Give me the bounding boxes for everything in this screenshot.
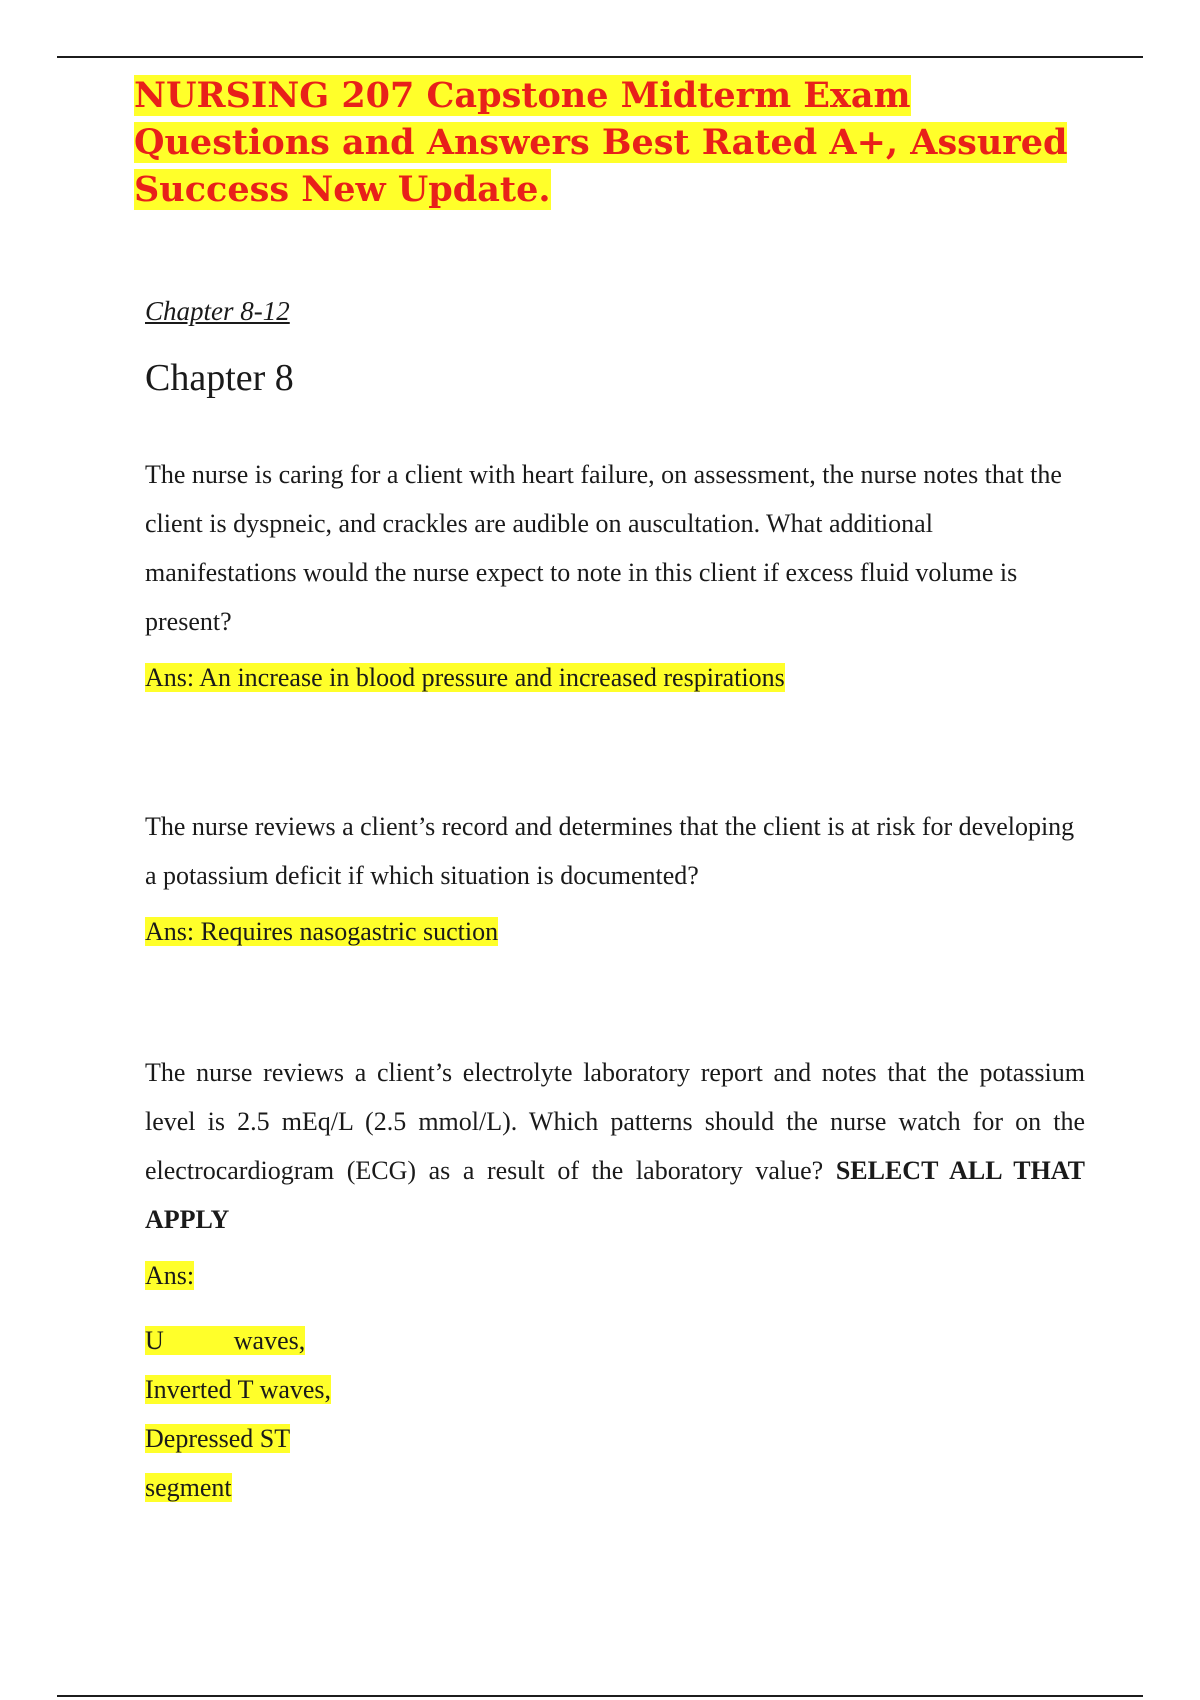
option-highlight: Depressed ST [145,1424,291,1453]
answer-text [145,1256,1085,1296]
document-title [134,72,1094,213]
title-highlight: NURSING 207 Capstone Midterm Exam Questions and Answers Best Rated A+, Assured Success New Update. [134,75,1068,210]
question-block-1 [145,450,1085,698]
document-body [145,290,1085,1512]
answer-option [145,1365,1085,1414]
option-highlight: segment [145,1473,232,1502]
answer-option [145,1463,1085,1512]
bottom-rule [57,1695,1143,1697]
answer-option [145,1316,1085,1365]
question-block-2 [145,802,1085,952]
top-rule [57,56,1143,58]
select-all-emphasis: SELECT ALL THAT APPLY [145,1156,1086,1234]
question-text: The nurse is caring for a client with heart failure, on assessment, the nurse notes that the client is dyspneic, and crackles are audible on auscultation. What additional manifestations would the nurse expect to note in this client if excess fluid volume is present? [145,460,1062,636]
chapter-heading: Chapter 8 [145,357,294,399]
chapter-range: Chapter 8-12 [145,296,290,326]
answer-highlight: Ans: [145,1261,195,1290]
answer-option [145,1414,1085,1463]
answer-highlight: Ans: An increase in blood pressure and increased respirations [145,663,785,692]
question-block-3 [145,1048,1085,1512]
answer-options [145,1316,1085,1512]
answer-text [145,912,1085,952]
option-highlight: Inverted T waves, [145,1375,332,1404]
answer-text [145,658,1085,698]
option-letter: U [145,1326,164,1355]
question-text [145,1048,1085,1244]
question-body: The nurse reviews a client’s electrolyte laboratory report and notes that the potassium level is 2.5 mEq/L (2.5 mmol/L). Which patterns should the nurse watch for on the electrocardiogram (ECG) as a result of the laboratory value? [145,1058,1085,1185]
question-text: The nurse reviews a client’s record and determines that the client is at risk for developing a potassium deficit if which situation is documented? [145,812,1075,890]
answer-highlight: Ans: Requires nasogastric suction [145,917,499,946]
option-word: waves, [233,1326,306,1355]
option-highlight [145,1326,305,1355]
